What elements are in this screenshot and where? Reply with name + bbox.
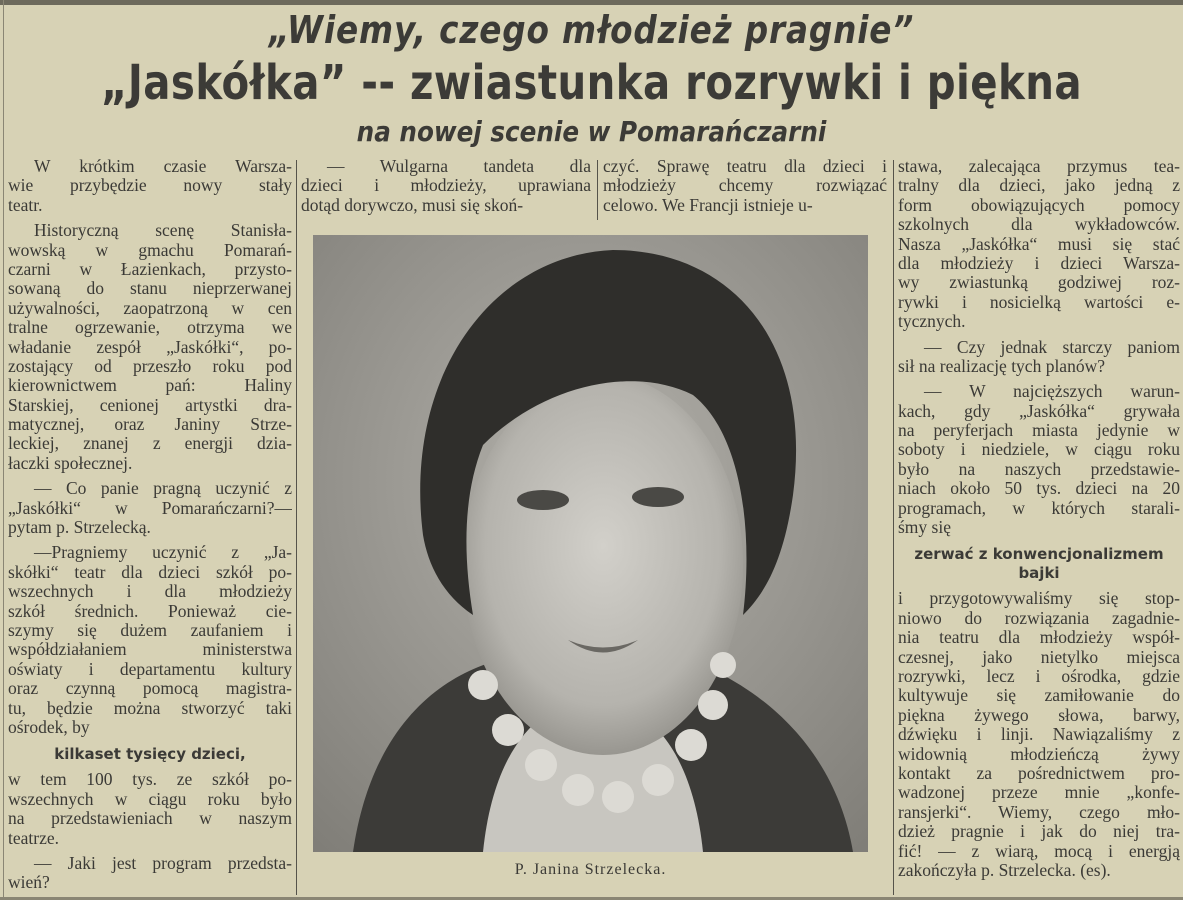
text-line: leckiej, znanej z energji dzia- [8,434,292,454]
text-line: wowską w gmachu Pomarań- [8,240,292,260]
column-rule [893,160,894,895]
text-line: — Jaki jest program przedsta- [34,853,292,873]
text-line: pytam p. Strzelecką. [8,518,151,538]
headline-title: „Jaskółka” -- zwiastunka rozrywki i piękna [100,55,1083,111]
text-line: kierownictwem pań: Haliny [8,376,292,396]
text-line: zostający od przeszło roku pod [8,356,292,376]
text-line: oświaty i departamentu kultury [8,659,292,679]
headline-subtitle: na nowej scenie w Pomarańczarni [356,115,827,148]
text-line: zakończyła p. Strzelecka. (es). [898,860,1111,880]
text-line: Nasza „Jaskółka“ musi się stać [898,234,1180,254]
text-line: — Czy jednak starczy paniom [924,337,1180,357]
text-line: nia teatru dla młodzieży współ- [898,628,1180,648]
text-line: W krótkim czasie Warsza- [34,157,292,176]
text-line: czesnej, jako nietylko miejsca [898,647,1180,667]
paragraph [301,157,591,215]
paragraph [898,589,1180,880]
text-line: na przedstawieniach w naszym [8,809,292,829]
text-line: szkół średnich. Ponieważ cie- [8,601,292,621]
portrait-image [313,235,868,852]
paragraph [8,854,292,893]
text-line: dzieci i młodzieży, uprawiana [301,176,591,196]
text-line: sił na realizację tych planów? [898,356,1105,376]
headline-kicker: „Wiemy, czego młodzież pragnie” [268,8,915,52]
text-line: celowo. We Francji istnieje u- [603,195,813,215]
text-line: form obowiązujących pomocy [898,195,1180,215]
article-column-2 [301,157,591,221]
text-line: programach, w których starali- [898,498,1180,518]
left-border [3,0,4,900]
text-line: używalności, zaopatrzoną w cen [8,298,292,318]
text-line: młodzieży chcemy rozwiązać [603,176,887,196]
text-line: —Pragniemy uczynić z „Ja- [34,543,292,563]
text-line: współdziałaniem ministerstwa [8,640,292,660]
text-line: tralny dla dzieci, jako jedną z [898,176,1180,196]
text-line: kontakt za pośrednictwem pro- [898,763,1180,783]
text-line: — W najcięższych warun- [924,382,1180,402]
text-line: wadzonej przeze mnie „konfe- [898,783,1180,803]
article-column-3 [603,157,887,221]
text-line: niowo do rozwiązania zagadnie- [898,608,1180,628]
text-line: kultywuje się zamiłowanie do [898,686,1180,706]
portrait-photo [313,235,868,852]
text-line: na peryferjach miasta jedynie w [898,421,1180,441]
text-line: i przygotowywaliśmy się stop- [898,589,1180,609]
text-line: wie przybędzie nowy stały [8,176,292,196]
text-line: teatrze. [8,828,59,848]
text-line: ransjerki“. Wiemy, czego mło- [898,802,1180,822]
paragraph [8,157,292,215]
paragraph [8,479,292,537]
text-line: niach około 50 tys. dzieci na 20 [898,479,1180,499]
text-line: dotąd dorywczo, musi się skoń- [301,195,524,215]
text-line: matycznej, oraz Janiny Strze- [8,415,292,435]
paragraph [603,157,887,215]
paragraph [8,221,292,473]
column-rule [597,160,598,220]
text-line: kach, gdy „Jaskółka“ grywała [898,401,1180,421]
text-line: teatr. [8,195,43,215]
paragraph [8,770,292,848]
text-line: było na naszych przedstawie- [898,459,1180,479]
text-line: czarni w Łazienkach, przysto- [8,259,292,279]
text-line: szkolnych dla wykładowców. [898,215,1180,235]
text-line: łaczki społecznej. [8,453,133,473]
text-line: rozrywki, lecz i ośrodka, gdzie [898,666,1180,686]
text-line: oraz czynną pomocą magistra- [8,679,292,699]
text-line: stawa, zalecająca przymus tea- [898,157,1180,176]
text-line: Starskiej, cenionej artystki dra- [8,395,292,415]
text-line: dzież pragnie i jak do niej tra- [898,822,1180,842]
photo-caption: P. Janina Strzelecka. [514,861,667,878]
text-line: tu, będzie można stworzyć taki [8,698,292,718]
text-line: w tem 100 tys. ze szkół po- [8,770,292,790]
subheading: kilkaset tysięcy dzieci, [54,745,246,764]
paragraph [898,382,1180,537]
text-line: rywki i nosicielką wartości e- [898,292,1180,312]
text-line: widownią młodzieńczą żywy [898,744,1180,764]
text-line: Historyczną scenę Stanisła- [34,221,292,241]
text-line: dla młodzieży i dzieci Warsza- [898,253,1180,273]
text-line: tralne ogrzewanie, otrzyma we [8,318,292,338]
paragraph [8,543,292,737]
paragraph [898,157,1180,332]
text-line: wszechnych w ciągu roku było [8,789,292,809]
text-line: władanie zespół „Jaskółki“, po- [8,337,292,357]
text-line: sowaną do stanu nieprzerwanej [8,279,292,299]
text-line: soboty i niedziele, w ciągu roku [898,440,1180,460]
text-line: — Co panie pragną uczynić z [34,479,292,499]
text-line: dźwięku i linji. Nawiązaliśmy z [898,725,1180,745]
text-line: wszechnych i dla młodzieży [8,582,292,602]
text-line: „Jaskółki“ w Pomarańczarni?— [8,498,292,518]
text-line: czyć. Sprawę teatru dla dzieci i [603,157,887,176]
text-line: śmy się [898,518,951,538]
top-border [0,0,1183,5]
text-line: wień? [8,873,50,893]
paragraph [898,338,1180,377]
text-line: piękna żywego słowa, barwy, [898,705,1180,725]
column-rule [296,160,297,895]
text-line: fić! — z wiarą, mocą i energją [898,841,1180,861]
article-column-4 [898,157,1180,886]
text-line: ośrodek, by [8,717,90,737]
text-line: szymy się dużem zaufaniem i [8,620,292,640]
text-line: skółki“ teatr dla dzieci szkół po- [8,562,292,582]
text-line: — Wulgarna tandeta dla [327,157,591,176]
subheading: zerwać z konwencjonalizmem bajki [914,545,1164,583]
article-column-1 [8,157,292,899]
text-line: wy zwiastunką godziwej roz- [898,273,1180,293]
text-line: tycznych. [898,312,966,332]
